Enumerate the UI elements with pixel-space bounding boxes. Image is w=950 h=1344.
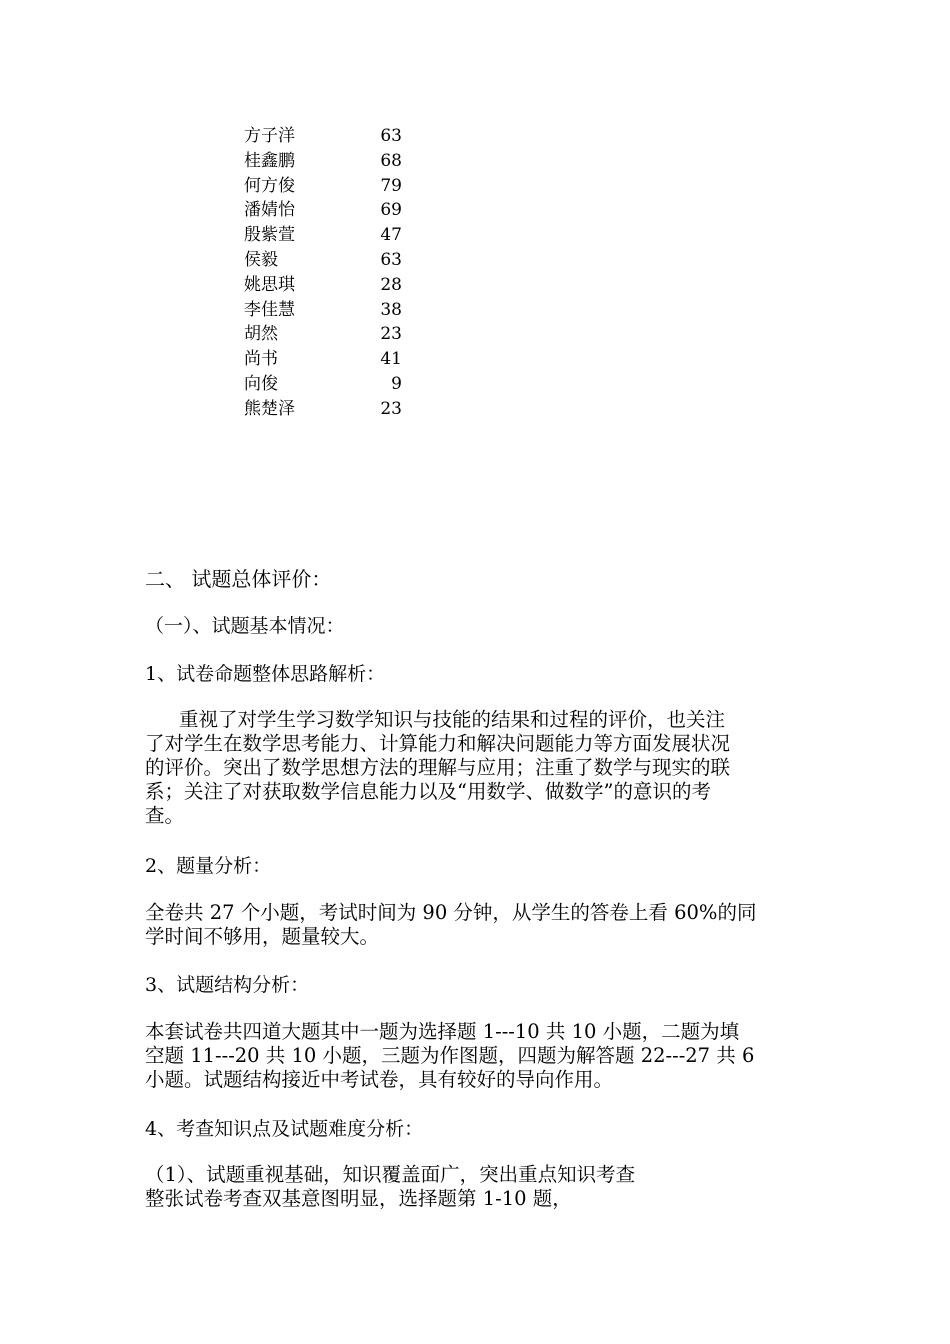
score-row [244,397,444,422]
item1-paragraph [145,708,807,828]
paragraph-line: 学时间不够用，题量较大。 [145,925,380,948]
student-name: 殷紫萱 [244,225,295,246]
student-name: 尚书 [244,349,278,370]
student-score: 47 [380,225,402,246]
student-name: 方子洋 [244,126,295,146]
student-score: 23 [380,324,402,345]
paragraph-line: 的评价。突出了数学思想方法的理解与应用；注重了数学与现实的联 [145,756,731,779]
paragraph-line: 本套试卷共四道大题其中一题为选择题 1---10 共 10 小题，二题为填 [145,1020,740,1043]
item3-heading: 3、试题结构分析： [145,974,310,996]
score-list [244,124,444,422]
item4-paragraph [145,1163,807,1211]
student-score: 63 [380,126,402,146]
score-row [244,298,444,323]
item2-heading: 2、题量分析： [145,855,272,877]
paragraph-line: （1）、试题重视基础，知识覆盖面广，突出重点知识考查 [145,1163,636,1186]
score-row [244,174,444,199]
student-name: 潘婧怡 [244,200,295,221]
student-score: 38 [380,299,402,320]
paragraph-line: 查。 [145,804,185,827]
paragraph-line: 空题 11---20 共 10 小题，三题为作图题，四题为解答题 22---27 共 6 [145,1044,755,1067]
paragraph-line: 小题。试题结构接近中考试卷，具有较好的导向作用。 [145,1068,614,1091]
student-score: 79 [380,175,402,196]
paragraph-line: 了对学生在数学思考能力、计算能力和解决问题能力等方面发展状况 [145,732,731,755]
paragraph-line: 系；关注了对获取数学信息能力以及“用数学、做数学”的意识的考 [145,780,711,803]
score-row [244,248,444,273]
score-row [244,223,444,248]
student-name: 桂鑫鹏 [244,150,295,171]
score-row [244,372,444,397]
score-row [244,322,444,347]
item1-heading: 1、试卷命题整体思路解析： [145,663,386,685]
student-score: 68 [380,150,402,171]
section-heading: 二、 试题总体评价： [145,567,332,591]
paragraph-line: 整张试卷考查双基意图明显，选择题第 1-10 题， [145,1187,572,1210]
student-name: 熊楚泽 [244,398,295,419]
score-row [244,198,444,223]
paragraph-line: 全卷共 27 个小题，考试时间为 90 分钟，从学生的答卷上看 60%的同 [145,901,757,924]
student-score: 63 [380,249,402,270]
student-name: 胡然 [244,324,278,345]
student-name: 何方俊 [244,175,295,196]
score-row [244,347,444,372]
item2-paragraph [145,901,807,949]
score-row [244,273,444,298]
student-score: 9 [391,373,402,394]
student-name: 向俊 [244,373,278,394]
score-row [244,149,444,174]
paragraph-line: 重视了对学生学习数学知识与技能的结果和过程的评价，也关注 [179,708,726,731]
item4-heading: 4、考查知识点及试题难度分析： [145,1118,424,1140]
subsection-heading: （一）、试题基本情况： [145,615,345,637]
student-score: 23 [380,398,402,419]
score-row [244,124,444,149]
student-name: 侯毅 [244,249,278,270]
student-name: 姚思琪 [244,274,295,295]
student-score: 69 [380,200,402,221]
student-score: 41 [380,349,402,370]
student-score: 28 [380,274,402,295]
item3-paragraph [145,1020,807,1092]
student-name: 李佳慧 [244,299,295,320]
